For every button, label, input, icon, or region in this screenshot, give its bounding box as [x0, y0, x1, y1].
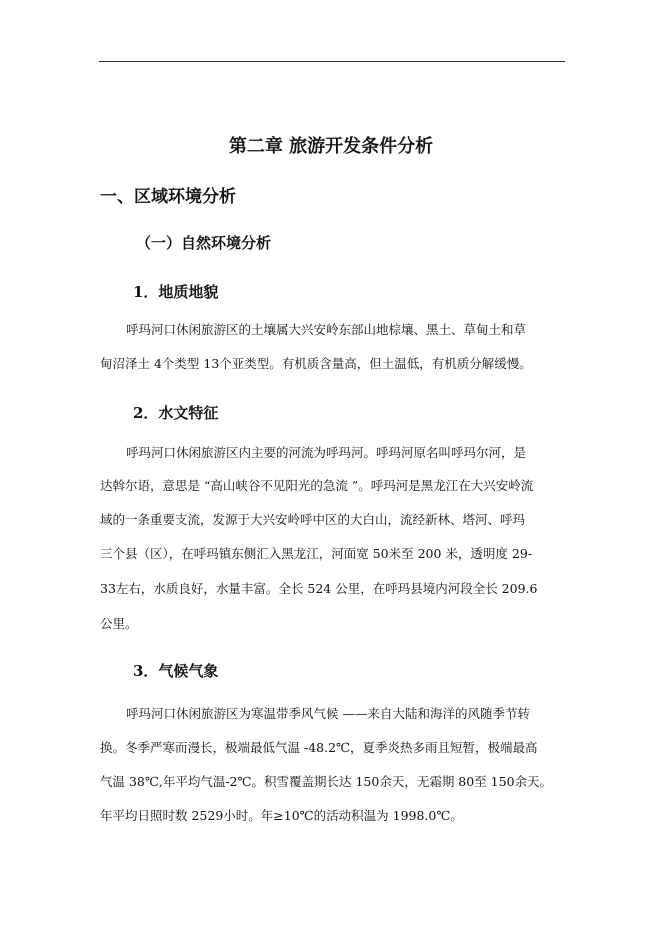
chapter-title: 第二章 旅游开发条件分析 [228, 136, 434, 157]
heading-climate: 3．气候气象 [133, 662, 219, 680]
climate-line-4: 年平均日照时数 2529小时。年≥10℃的活动积温为 1998.0℃。 [100, 808, 463, 823]
hydrology-line-2: 达斡尔语，意思是 “高山峡谷不见阳光的急流 ”。呼玛河是黑龙江在大兴安岭流 [100, 478, 534, 493]
hydrology-line-6: 公里。 [100, 616, 138, 631]
section-heading-regional-environment: 一、区域环境分析 [100, 187, 236, 207]
hydrology-line-1: 呼玛河口休闲旅游区内主要的河流为呼玛河。呼玛河原名叫呼玛尔河，是 [126, 445, 527, 460]
hydrology-line-4: 三个县（区），在呼玛镇东侧汇入黑龙江，河面宽 50米至 200 米，透明度 29- [100, 546, 533, 561]
geology-line-1: 呼玛河口休闲旅游区的土壤属大兴安岭东部山地棕壤、黑土、草甸土和草 [126, 322, 527, 337]
subsection-heading-natural-environment: （一）自然环境分析 [136, 234, 272, 252]
heading-hydrology: 2．水文特征 [133, 404, 219, 422]
climate-line-3: 气温 38℃,年平均气温-2℃。积雪覆盖期长达 150余天，无霜期 80至 150余天。 [100, 774, 553, 789]
climate-line-2: 换。冬季严寒而漫长，极端最低气温 -48.2℃，夏季炎热多雨且短暂，极端最高 [100, 740, 538, 755]
climate-line-1: 呼玛河口休闲旅游区为寒温带季风气候 ——来自大陆和海洋的风随季节转 [126, 706, 530, 721]
geology-line-2: 甸沼泽土 4个类型 13个亚类型。有机质含量高，但土温低，有机质分解缓慢。 [100, 356, 532, 371]
header-rule [99, 61, 565, 62]
heading-geology: 1．地质地貌 [133, 283, 219, 301]
hydrology-line-5: 33左右，水质良好，水量丰富。全长 524 公里，在呼玛县境内河段全长 209.6 [100, 581, 538, 596]
hydrology-line-3: 域的一条重要支流，发源于大兴安岭呼中区的大白山，流经新林、塔河、呼玛 [100, 512, 526, 527]
